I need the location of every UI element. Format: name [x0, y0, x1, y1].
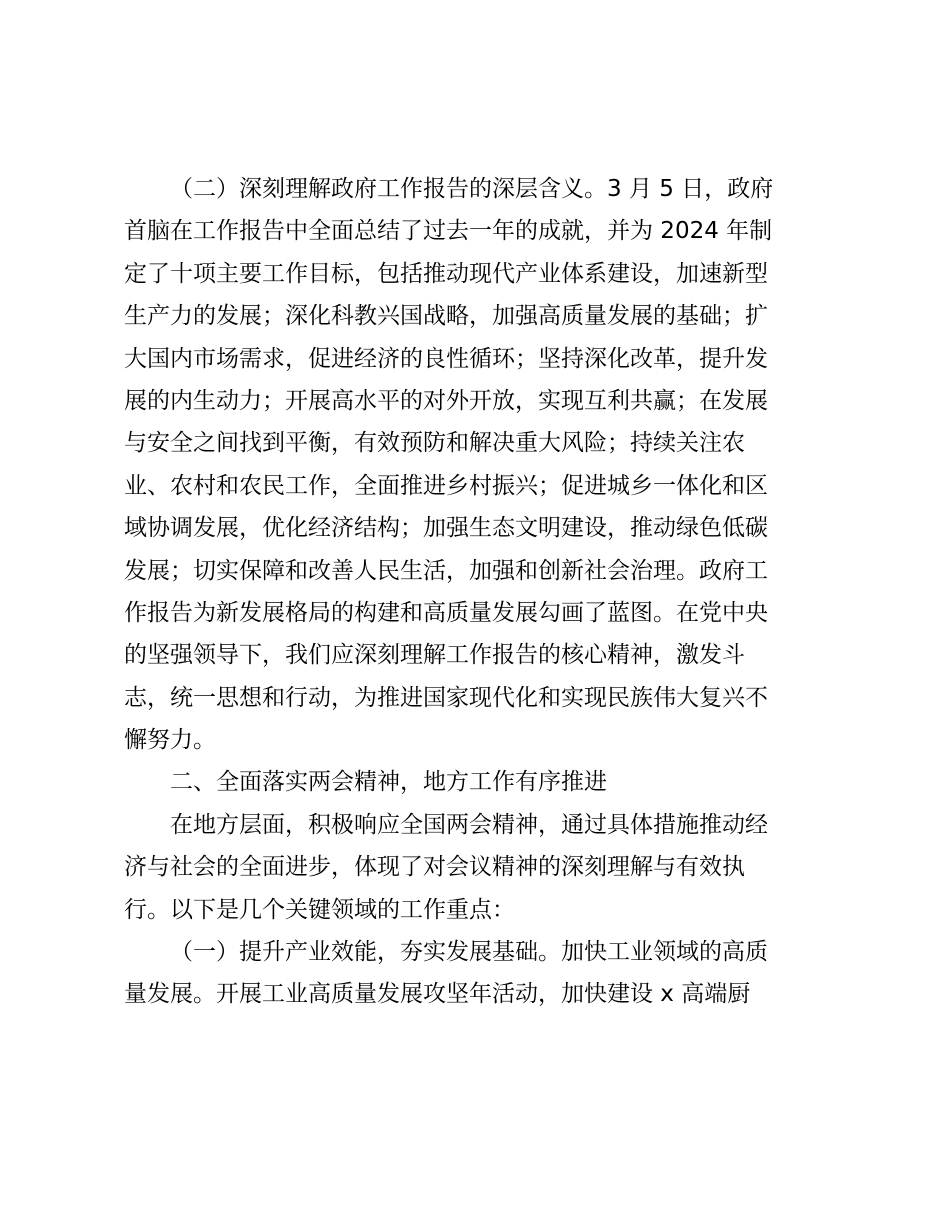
- paragraph-line: 业、农村和农民工作，全面推进乡村振兴；促进城乡一体化和区: [124, 472, 768, 499]
- paragraph-line: 大国内市场需求，促进经济的良性循环；坚持深化改革，提升发: [124, 345, 768, 372]
- paragraph-line: 的坚强领导下，我们应深刻理解工作报告的核心精神，激发斗: [124, 642, 745, 669]
- paragraph-line: 济与社会的全面进步，体现了对会议精神的深刻理解与有效执: [124, 854, 745, 881]
- paragraph-line: 作报告为新发展格局的构建和高质量发展勾画了蓝图。在党中央: [124, 599, 768, 626]
- paragraph-line: 定了十项主要工作目标，包括推动现代产业体系建设，加速新型: [124, 260, 768, 287]
- section-heading: 二、全面落实两会精神，地方工作有序推进: [170, 769, 607, 796]
- paragraph-line: 量发展。开展工业高质量发展攻坚年活动，加快建设 x 高端厨: [124, 981, 751, 1008]
- paragraph-line: 首脑在工作报告中全面总结了过去一年的成就，并为 2024 年制: [124, 218, 773, 245]
- paragraph-line: 与安全之间找到平衡，有效预防和解决重大风险；持续关注农: [124, 430, 745, 457]
- paragraph-line: （一）提升产业效能，夯实发展基础。加快工业领域的高质: [170, 939, 768, 966]
- paragraph-line: 生产力的发展；深化科教兴国战略，加强高质量发展的基础；扩: [124, 303, 768, 330]
- paragraph-line: 展的内生动力；开展高水平的对外开放，实现互利共赢；在发展: [124, 387, 768, 414]
- document-body: [124, 168, 826, 1016]
- paragraph-line: 懈努力。: [124, 727, 216, 754]
- paragraph-line: 发展；切实保障和改善人民生活，加强和创新社会治理。政府工: [124, 557, 768, 584]
- paragraph-line: 行。以下是几个关键领域的工作重点：: [124, 896, 515, 923]
- paragraph-line: （二）深刻理解政府工作报告的深层含义。3 月 5 日，政府: [170, 176, 774, 202]
- paragraph-line: 域协调发展，优化经济结构；加强生态文明建设，推动绿色低碳: [124, 515, 768, 542]
- paragraph-line: 在地方层面，积极响应全国两会精神，通过具体措施推动经: [170, 811, 768, 838]
- paragraph-line: 志，统一思想和行动，为推进国家现代化和实现民族伟大复兴不: [124, 684, 768, 711]
